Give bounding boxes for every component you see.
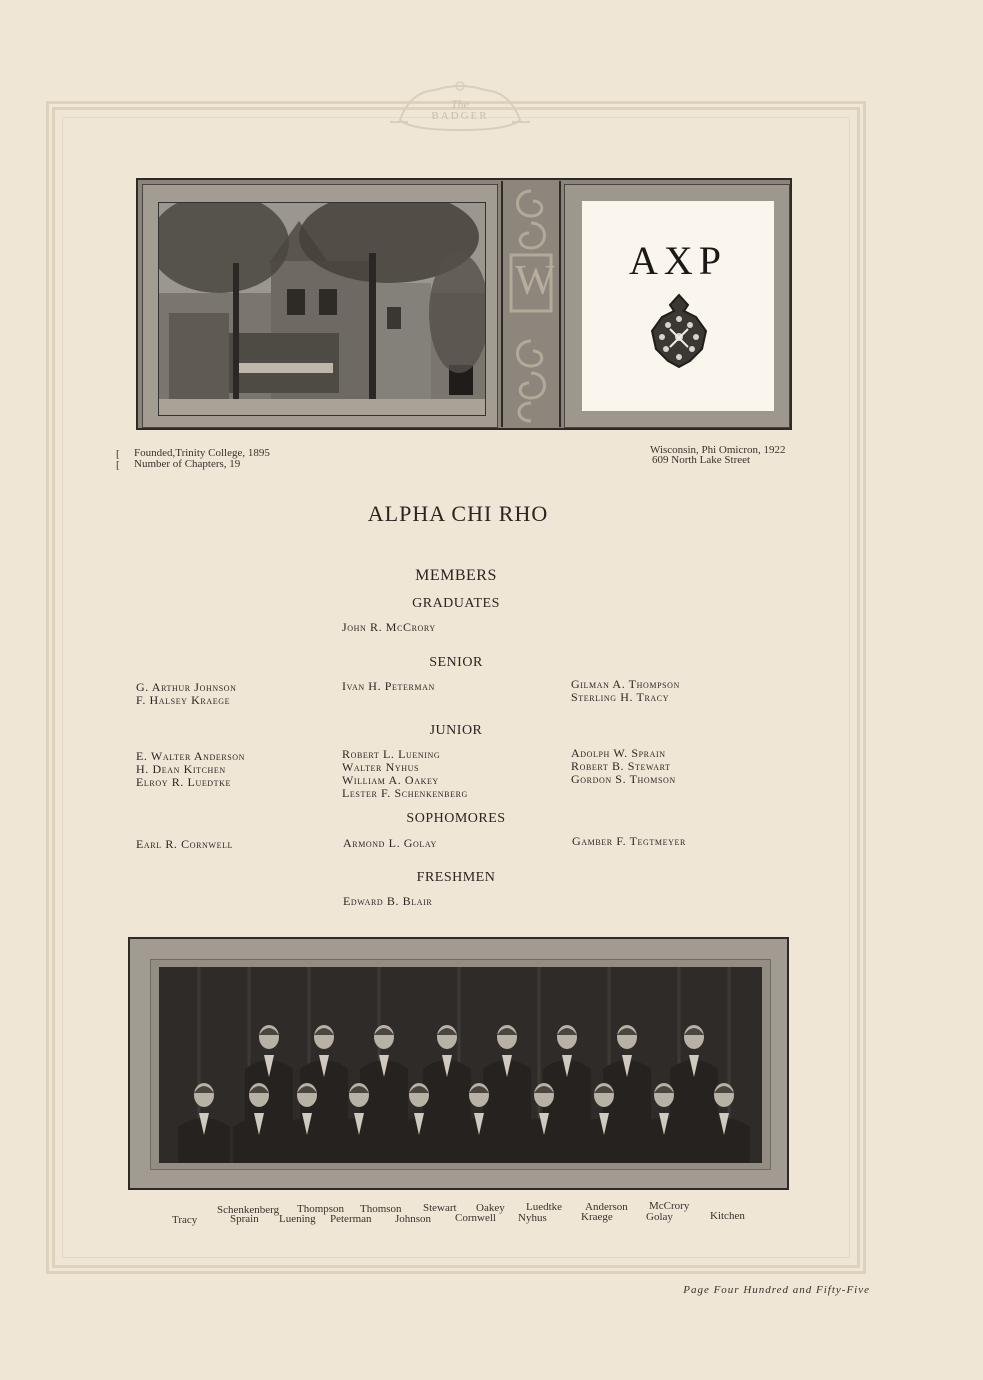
sophomores-col-2 (343, 837, 437, 850)
crest-card (582, 201, 774, 411)
member-name: Ivan H. Peterman (342, 679, 435, 693)
chapter-line: Wisconsin, Phi Omicron, 1922 (650, 444, 786, 456)
caption-name: Luening (279, 1213, 316, 1225)
caption-name: Nyhus (518, 1212, 547, 1224)
caption-name: Kitchen (710, 1210, 745, 1222)
caption-name: McCrory (649, 1200, 690, 1212)
caption-name: Thomson (360, 1203, 402, 1215)
senior-col-3 (571, 678, 680, 704)
chapter-house-photo (158, 202, 486, 416)
member-name: Sterling H. Tracy (571, 690, 670, 704)
member-name: Gamber F. Tegtmeyer (572, 834, 686, 848)
junior-col-2 (342, 748, 468, 800)
member-name: John R. McCrory (342, 620, 436, 634)
page-title: ALPHA CHI RHO (367, 501, 549, 526)
member-name: William A. Oakey (342, 773, 439, 787)
senior-col-1 (136, 681, 237, 707)
chapters-line: Number of Chapters, 19 (134, 458, 241, 470)
caption-name: Cornwell (455, 1212, 496, 1224)
fraternity-pin-icon (644, 291, 714, 371)
caption-name: Kraege (581, 1211, 613, 1223)
member-name: Edward B. Blair (343, 894, 433, 908)
caption-name: Schenkenberg (217, 1204, 280, 1216)
caption-name: Oakey (476, 1202, 505, 1214)
crest-title: BADGER (431, 110, 489, 122)
fraternity-crest-frame (564, 184, 790, 428)
caption-name: Johnson (395, 1213, 432, 1225)
group-photo-panel (128, 937, 789, 1190)
member-name: F. Halsey Kraege (136, 693, 231, 707)
graduates-heading: GRADUATES (412, 596, 500, 611)
caption-name: Luedtke (526, 1201, 563, 1213)
caption-name: Thompson (297, 1203, 345, 1215)
page-number: Page Four Hundred and Fifty-Five (683, 1284, 870, 1296)
junior-col-1 (136, 750, 245, 789)
badger-crest (390, 80, 530, 136)
member-name: H. Dean Kitchen (136, 762, 226, 776)
caption-name: Golay (646, 1211, 673, 1223)
caption-name: Tracy (172, 1214, 198, 1226)
founded-line: Founded,Trinity College, 1895 (134, 447, 270, 459)
w-ornament-strip (501, 181, 561, 427)
caption-name: Anderson (585, 1201, 628, 1213)
member-name: Adolph W. Sprain (571, 746, 666, 760)
sophomores-heading: SOPHOMORES (406, 811, 506, 826)
w-letter: W (515, 258, 555, 304)
member-name: Robert B. Stewart (571, 759, 671, 773)
caption-name: Peterman (330, 1213, 372, 1225)
sophomores-col-3 (572, 835, 686, 848)
senior-heading: SENIOR (429, 655, 483, 670)
member-name: Elroy R. Luedtke (136, 775, 232, 789)
member-name: Armond L. Golay (343, 836, 437, 850)
sophomores-col-1 (136, 838, 233, 851)
house-photo-frame (142, 184, 498, 428)
top-photo-panel (136, 178, 792, 430)
caption-name: Stewart (423, 1202, 457, 1214)
member-name: Earl R. Cornwell (136, 837, 234, 851)
graduates-names (342, 621, 436, 634)
member-name: Gilman A. Thompson (571, 677, 680, 691)
members-heading: MEMBERS (415, 567, 497, 584)
member-name: E. Walter Anderson (136, 749, 246, 763)
junior-heading: JUNIOR (429, 723, 483, 738)
member-name: Walter Nyhus (342, 760, 420, 774)
founding-bracket: [ [ (116, 448, 120, 471)
crest-title-small: The (451, 97, 469, 111)
member-name: Lester F. Schenkenberg (342, 786, 468, 800)
address-line: 609 North Lake Street (652, 454, 751, 466)
greek-letters: ΑΧΡ (628, 238, 728, 283)
member-name: Robert L. Luening (342, 747, 441, 761)
junior-col-3 (571, 747, 676, 786)
group-photo (159, 967, 762, 1163)
member-name: Gordon S. Thomson (571, 772, 676, 786)
freshmen-heading: FRESHMEN (416, 870, 496, 885)
group-photo-frame (150, 959, 771, 1170)
caption-name: Sprain (230, 1213, 259, 1225)
freshmen-names (343, 895, 432, 908)
senior-col-2 (342, 680, 435, 693)
member-name: G. Arthur Johnson (136, 680, 237, 694)
